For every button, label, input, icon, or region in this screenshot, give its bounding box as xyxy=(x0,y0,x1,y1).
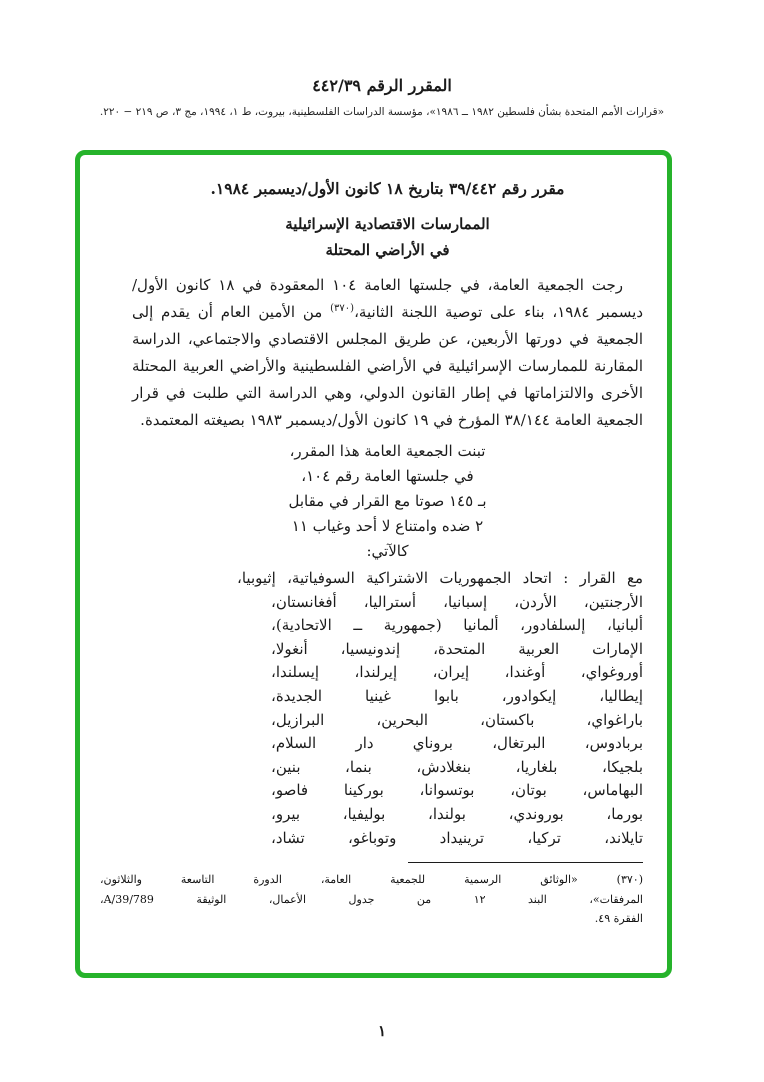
vote-summary-line: بـ ١٤٥ صوتا مع القرار في مقابل xyxy=(288,492,487,510)
country-line: بورما، بوروندي، بولندا، بوليفيا، بيرو، xyxy=(271,804,643,823)
page-header xyxy=(0,0,764,118)
footnote-block xyxy=(100,862,643,929)
footnote-line: الفقرة ٤٩. xyxy=(594,912,643,926)
vote-summary-line: في جلستها العامة رقم ١٠٤، xyxy=(301,467,474,485)
vote-summary-line: تبنت الجمعية العامة هذا المقرر، xyxy=(289,442,486,460)
countries-in-favour-list xyxy=(237,567,643,850)
country-line: الإمارات العربية المتحدة، إندونيسيا، أنغولا، xyxy=(271,639,643,658)
country-line: تايلاند، تركيا، ترينيداد وتوباغو، تشاد، xyxy=(271,828,643,847)
header-source-citation: «قرارات الأمم المتحدة بشأن فلسطين ١٩٨٢ ــ ١٩٨٦»، مؤسسة الدراسات الفلسطينية، بيروت، ط ١، ١٩٩٤، مج ٣، ص ٢١٩ − ٢٢٠. xyxy=(99,106,665,118)
decision-title: مقرر رقم ٣٩/٤٤٢ بتاريخ ١٨ كانون الأول/ديسمبر ١٩٨٤. xyxy=(210,179,565,198)
country-line: إيطاليا، إيكوادور، بابوا غينيا الجديدة، xyxy=(271,686,643,705)
footnote-line: (٣٧٠) «الوثائق الرسمية للجمعية العامة، الدورة التاسعة والثلاثون، xyxy=(100,873,643,887)
country-line-text: اتحاد الجمهوريات الاشتراكية السوفياتية، إثيوبيا، xyxy=(237,569,552,587)
header-decision-number: المقرر الرقم ٤٤٢/٣٩ xyxy=(312,76,452,95)
vote-summary-block xyxy=(132,439,643,564)
document-frame xyxy=(75,150,672,978)
page-number: ١ xyxy=(377,1022,387,1040)
vote-label-in-favour: مع القرار : xyxy=(563,569,644,587)
paragraph-text-before-note: رجت الجمعية العامة، في جلستها العامة ١٠٤ المعقودة في ١٨ كانون الأول/ديسمبر ١٩٨٤، بناء على توصية اللجنة الثانية، xyxy=(132,276,643,321)
footnote-line: المرفقات»، البند ١٢ من جدول الأعمال، الوثيقة A/39/789، xyxy=(100,892,643,906)
vote-summary-line: ٢ ضده وامتناع لا أحد وغياب ١١ xyxy=(291,517,484,535)
paragraph-text-after-note: من الأمين العام أن يقدم إلى الجمعية في دورتها الأربعين، عن طريق المجلس الاقتصادي والاجتماعي، الدراسة المقارنة للممارسات الإسرائيلية في الأراضي الفلسطينية والأراضي العربية المحتلة الأخرى والالتزاماتها في إطار القانون الدولي، وهي الدراسة التي طلبت في قرار الجمعية العامة ٣٨/١٤٤ المؤرخ في ١٩ كانون الأول/ديسمبر ١٩٨٣ بصيغته المعتمدة. xyxy=(132,303,643,429)
decision-subtitle-line1: الممارسات الاقتصادية الإسرائيلية xyxy=(285,215,490,233)
footnote-reference-mark: (٣٧٠) xyxy=(330,303,355,314)
country-line xyxy=(237,567,643,591)
decision-paragraph xyxy=(132,272,643,434)
country-line: باراغواي، باكستان، البحرين، البرازيل، xyxy=(271,710,643,729)
country-line: الأرجنتين، الأردن، إسبانيا، أستراليا، أفغانستان، xyxy=(271,592,643,611)
vote-summary-line: كالآتي: xyxy=(366,542,409,560)
footnote-separator-rule xyxy=(408,862,643,863)
country-line: بلجيكا، بلغاريا، بنغلادش، بنما، بنين، xyxy=(271,757,643,776)
country-line: البهاماس، بوتان، بوتسوانا، بوركينا فاصو، xyxy=(271,781,643,800)
country-line: أوروغواي، أوغندا، إيران، إيرلندا، إيسلندا، xyxy=(271,663,643,682)
decision-subtitle-line2: في الأراضي المحتلة xyxy=(325,241,450,259)
country-line: بربادوس، البرتغال، بروناي دار السلام، xyxy=(271,734,643,753)
country-line: ألبانيا، إلسلفادور، ألمانيا (جمهورية ــ الاتحادية)، xyxy=(271,616,643,635)
